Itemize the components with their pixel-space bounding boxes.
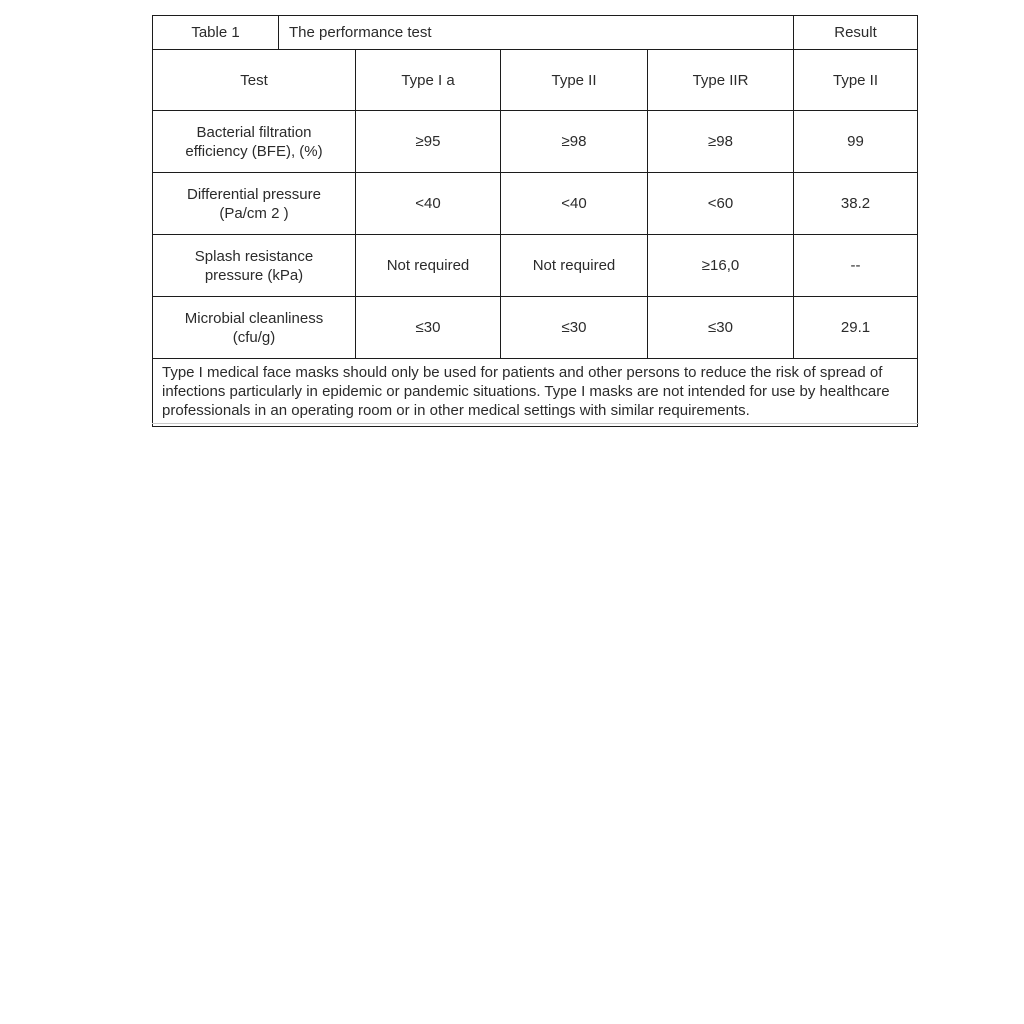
row-label: Microbial cleanliness (cfu/g) (153, 297, 356, 359)
table-result-label: Result (794, 16, 918, 50)
table-bottom-edge-line (152, 423, 919, 424)
table-row-microbial-cleanliness (153, 297, 918, 359)
table-row-bfe (153, 111, 918, 173)
cell-value: ≥98 (501, 111, 648, 173)
row-label: Differential pressure (Pa/cm 2 ) (153, 173, 356, 235)
cell-value: ≤30 (501, 297, 648, 359)
cell-result-value: 29.1 (794, 297, 918, 359)
cell-value: ≥98 (648, 111, 794, 173)
column-header-type-ii: Type II (501, 50, 648, 111)
table-footnote: Type I medical face masks should only be used for patients and other persons to reduce the risk of spread of infections particularly in epidemic or pandemic situations. Type I masks are not intended for use by healthcare professionals in an operating room or in other medical settings with similar requirements. (153, 359, 918, 427)
cell-value: ≥95 (356, 111, 501, 173)
cell-result-value: 38.2 (794, 173, 918, 235)
cell-result-value: 99 (794, 111, 918, 173)
cell-value: <40 (501, 173, 648, 235)
cell-value: <40 (356, 173, 501, 235)
cell-value: Not required (501, 235, 648, 297)
row-label: Bacterial filtration efficiency (BFE), (%) (153, 111, 356, 173)
table-row-splash-resistance (153, 235, 918, 297)
table-caption-label: Table 1 (153, 16, 279, 50)
column-header-result-type: Type II (794, 50, 918, 111)
cell-value: ≥16,0 (648, 235, 794, 297)
table-header-row (153, 50, 918, 111)
column-header-type-ia: Type I a (356, 50, 501, 111)
column-header-type-iir: Type IIR (648, 50, 794, 111)
cell-result-value: -- (794, 235, 918, 297)
row-label: Splash resistance pressure (kPa) (153, 235, 356, 297)
cell-value: <60 (648, 173, 794, 235)
table-row-differential-pressure (153, 173, 918, 235)
performance-table (152, 15, 918, 427)
table-caption-row (153, 16, 918, 50)
cell-value: ≤30 (648, 297, 794, 359)
cell-value: Not required (356, 235, 501, 297)
column-header-test: Test (153, 50, 356, 111)
cell-value: ≤30 (356, 297, 501, 359)
table-caption-title: The performance test (279, 16, 794, 50)
